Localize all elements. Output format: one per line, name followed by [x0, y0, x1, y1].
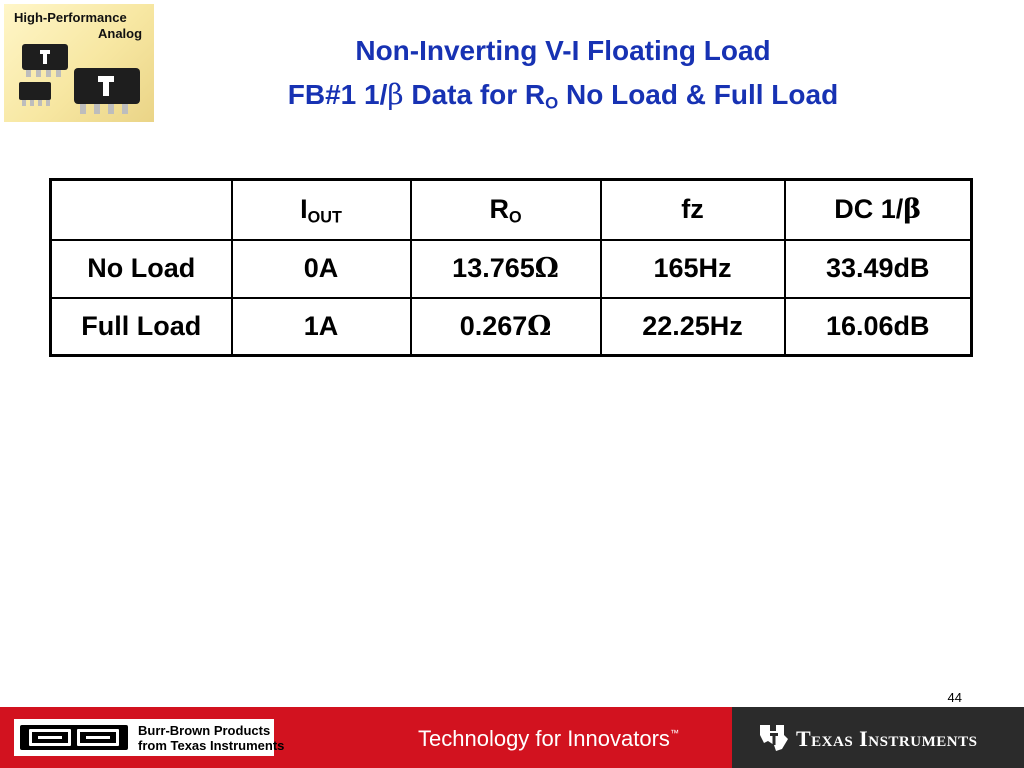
high-performance-analog-logo [4, 4, 154, 122]
row-label: No Load [51, 240, 232, 298]
footer-tagline [418, 726, 679, 752]
large-chip-icon [68, 62, 148, 120]
fz-value: 165Hz [601, 240, 785, 298]
row-label: Full Load [51, 298, 232, 356]
header-cell-ro [411, 180, 601, 240]
logo-line-2: Analog [98, 26, 143, 41]
title-subscript: O [545, 93, 559, 113]
ohm-symbol: Ω [527, 310, 552, 342]
header-dc-main: DC 1/ [834, 194, 904, 225]
table-header-row [51, 180, 972, 240]
page-number: 44 [947, 690, 962, 705]
ro-cell [411, 298, 601, 356]
bb-line-2: from Texas Instruments [138, 738, 285, 753]
header-dc-beta: β [903, 194, 922, 226]
ro-data-table [49, 178, 973, 357]
title-prefix: FB#1 1/ [287, 79, 388, 110]
bb-line-1: Burr-Brown Products [138, 723, 271, 738]
ti-wordmark: Texas Instruments [796, 726, 978, 751]
header-ro-main: R [489, 194, 509, 225]
trademark-mark: ™ [669, 728, 679, 738]
slide-title-line-1: Non-Inverting V-I Floating Load [355, 35, 771, 66]
header-fz-main: fz [681, 194, 704, 225]
table-row [51, 240, 972, 298]
header-cell-iout [232, 180, 411, 240]
burr-brown-logo [14, 719, 285, 756]
small-chip-icon [16, 78, 54, 108]
beta-symbol: β [387, 78, 404, 111]
logo-line-1: High-Performance [14, 10, 127, 25]
burr-brown-text [138, 723, 284, 753]
header-cell-fz [601, 180, 785, 240]
header-ro-sub: O [508, 208, 522, 227]
ro-value: 13.765 [452, 253, 535, 283]
dc-value: 16.06dB [785, 298, 972, 356]
ro-value: 0.267 [459, 310, 528, 341]
header-iout-sub: OUT [307, 208, 342, 227]
table-row [51, 298, 972, 356]
title-mid: Data for R [403, 79, 546, 110]
iout-value: 1A [232, 298, 411, 356]
title-suffix: No Load & Full Load [558, 79, 839, 110]
ti-state-icon [756, 721, 790, 753]
header-cell-dc [785, 180, 972, 240]
iout-value: 0A [232, 240, 411, 298]
slide-title-line-2 [150, 78, 976, 112]
tagline-text: Technology for Innovators [418, 726, 670, 751]
ohm-symbol: Ω [534, 253, 559, 284]
header-cell-empty [51, 180, 232, 240]
bb-logo-icon [20, 725, 128, 750]
chip-icon [18, 38, 72, 78]
ro-cell [411, 240, 601, 298]
fz-value: 22.25Hz [601, 298, 785, 356]
footer-bar [0, 707, 1024, 768]
header-iout-main: I [300, 194, 308, 225]
texas-instruments-logo [732, 707, 1024, 768]
dc-value: 33.49dB [785, 240, 972, 298]
